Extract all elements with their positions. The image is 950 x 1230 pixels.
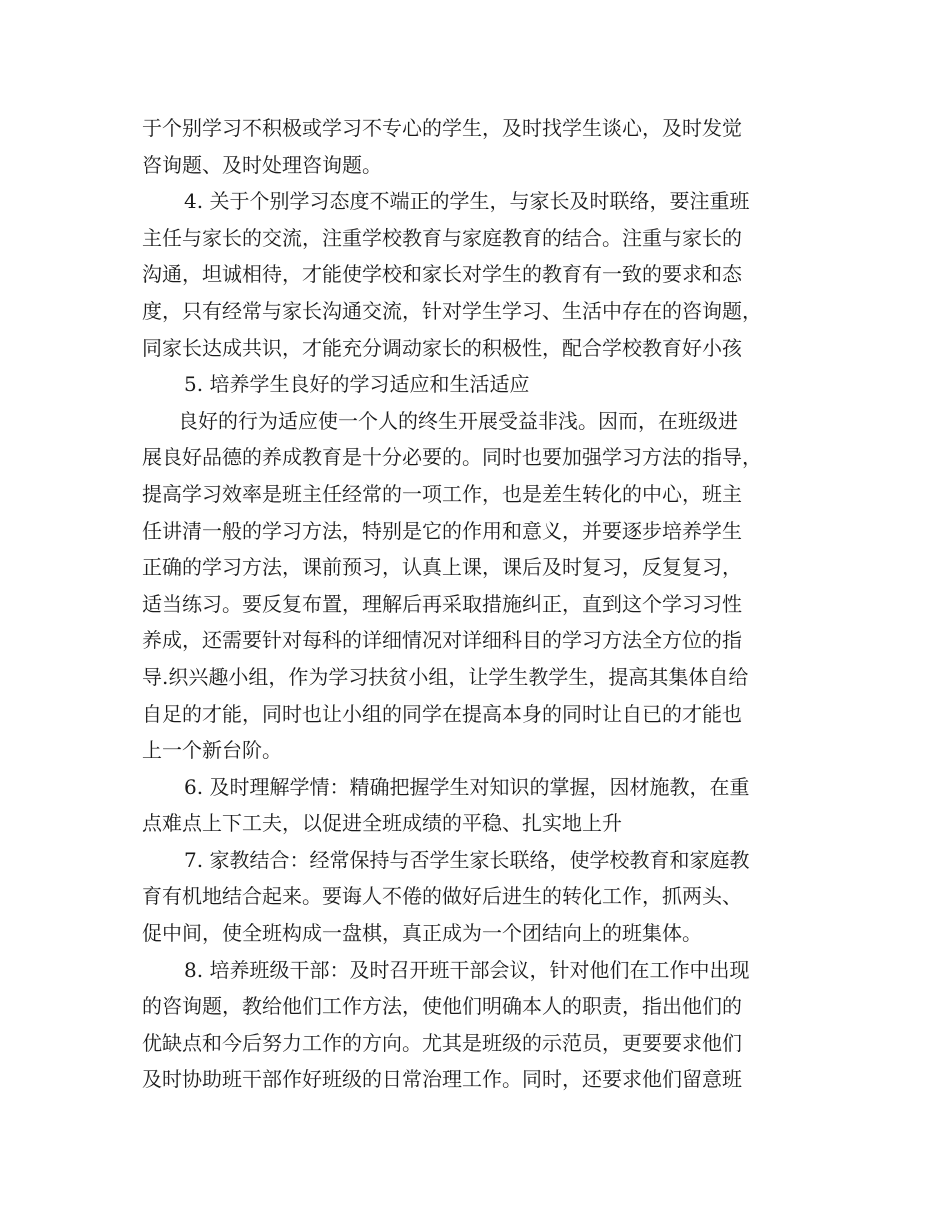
list-item-7: 7. 家教结合：经常保持与否学生家长联络，使学校教育和家庭教 bbox=[184, 847, 750, 872]
text-line: 点难点上下工夫，以促进全班成绩的平稳、扎实地上升 bbox=[142, 811, 622, 836]
list-item-6: 6. 及时理解学情：精确把握学生对知识的掌握，因材施教，在重 bbox=[184, 774, 750, 799]
text-line: 展良好品德的养成教育是十分必要的。同时也要加强学习方法的指导， bbox=[142, 445, 762, 470]
text-line: 的咨询题，教给他们工作方法，使他们明确本人的职责，指出他们的 bbox=[142, 994, 742, 1019]
text-line: 咨询题、及时处理咨询题。 bbox=[142, 152, 382, 177]
text-line: 正确的学习方法，课前预习，认真上课，课后及时复习，反复复习， bbox=[142, 555, 742, 580]
text-line: 养成，还需要针对每科的详细情况对详细科目的学习方法全方位的指 bbox=[142, 628, 742, 653]
text-line: 导.织兴趣小组，作为学习扶贫小组，让学生教学生，提高其集体自给 bbox=[142, 664, 749, 689]
text-line: 主任与家长的交流，注重学校教育与家庭教育的结合。注重与家长的 bbox=[142, 225, 742, 250]
text-line: 沟通，坦诚相待，才能使学校和家长对学生的教育有一致的要求和态 bbox=[142, 262, 742, 287]
paragraph-start: 良好的行为适应使一个人的终生开展受益非浅。因而，在班级进 bbox=[178, 408, 738, 433]
text-line: 优缺点和今后努力工作的方向。尤其是班级的示范员，更要要求他们 bbox=[142, 1030, 742, 1055]
text-line: 同家长达成共识，才能充分调动家长的积极性，配合学校教育好小孩 bbox=[142, 335, 742, 360]
list-item-8: 8. 培养班级干部：及时召开班干部会议，针对他们在工作中出现 bbox=[184, 957, 750, 982]
text-line: 自足的才能，同时也让小组的同学在提高本身的同时让自已的才能也 bbox=[142, 701, 742, 726]
text-line: 提高学习效率是班主任经常的一项工作，也是差生转化的中心，班主 bbox=[142, 481, 742, 506]
text-line: 育有机地结合起来。要诲人不倦的做好后进生的转化工作，抓两头、 bbox=[142, 884, 742, 909]
text-line: 度，只有经常与家长沟通交流，针对学生学习、生活中存在的咨询题， bbox=[142, 298, 762, 323]
text-line: 及时协助班干部作好班级的日常治理工作。同时，还要求他们留意班 bbox=[142, 1067, 742, 1092]
body-text bbox=[142, 110, 832, 1098]
text-line: 任讲清一般的学习方法，特别是它的作用和意义，并要逐步培养学生 bbox=[142, 518, 742, 543]
text-line: 于个别学习不积极或学习不专心的学生，及时找学生谈心，及时发觉 bbox=[142, 116, 742, 140]
list-item-4: 4. 关于个别学习态度不端正的学生，与家长及时联络，要注重班 bbox=[184, 189, 750, 214]
text-line: 上一个新台阶。 bbox=[142, 738, 282, 763]
text-line: 适当练习。要反复布置，理解后再采取措施纠正，直到这个学习习性 bbox=[142, 591, 742, 616]
text-line: 促中间，使全班构成一盘棋，真正成为一个团结向上的班集体。 bbox=[142, 921, 702, 946]
list-item-5: 5. 培养学生良好的学习适应和生活适应 bbox=[184, 372, 530, 397]
